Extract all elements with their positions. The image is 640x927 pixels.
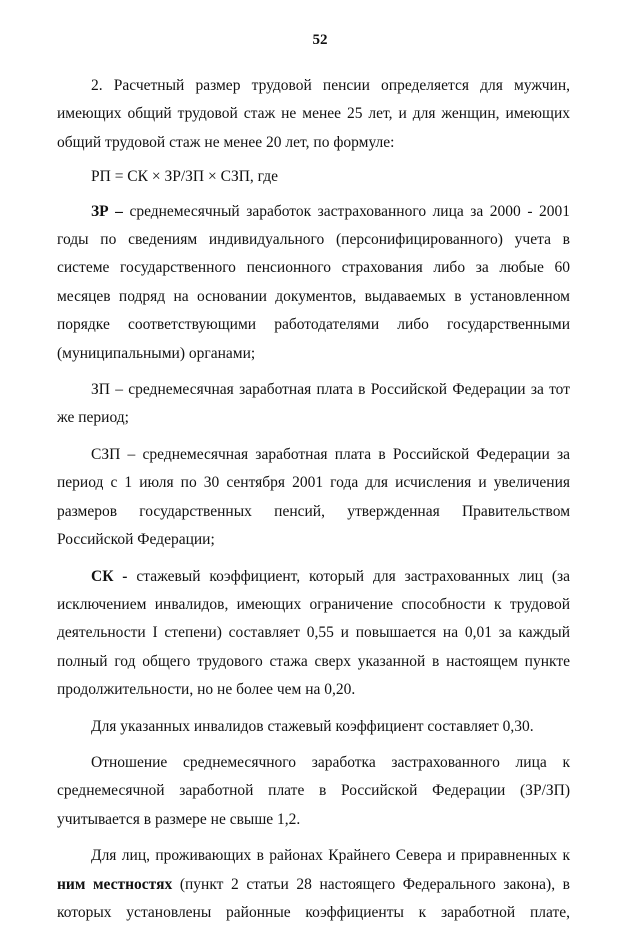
definition-text: СЗП – среднемесячная заработная плата в Российской Федерации за период с 1 июля по 30 сентября 2001 года для исчисления и увеличения размеров государственных пенсий, утвержденная Правительством Российской Федерации; <box>57 445 570 549</box>
paragraph-text: Отношение среднемесячного заработка застрахованного лица к среднемесячной заработной плате в Российской Федерации (ЗР/ЗП) учитывается в размере не свыше 1,2. <box>57 753 570 828</box>
definition-sk <box>57 563 570 705</box>
emphasis-text: ним местностях <box>57 875 173 893</box>
paragraph-text: Для лиц, проживающих в районах Крайнего Севера и приравненных к <box>91 847 570 865</box>
definition-zr <box>57 198 570 368</box>
formula-text: РП = СК × ЗР/ЗП × СЗП, где <box>91 168 279 186</box>
formula-line <box>57 163 570 191</box>
definition-szp <box>57 441 570 555</box>
paragraph-far-north <box>57 842 570 927</box>
paragraph-text: (пункт 2 статьи 28 настоящего Федерального закона), в которых установлены районные коэффициенты к заработной плате, <box>57 875 570 921</box>
definition-text: стажевый коэффициент, который для застрахованных лиц (за исключением инвалидов, имеющих ограничение способности к трудовой деятельности I степени) составляет 0,55 и повышается на 0,01 за каждый полный год общего трудового стажа сверх указанной в настоящем пункте продолжительности, но не более чем на 0,20. <box>57 567 570 699</box>
paragraph-text: 2. Расчетный размер трудовой пенсии определяется для мужчин, имеющих общий трудовой стаж не менее 25 лет, и для женщин, имеющих общий трудовой стаж не менее 20 лет, по формуле: <box>57 77 570 151</box>
term-zr: ЗР – <box>91 202 130 220</box>
document-body <box>57 72 570 927</box>
term-sk: СК - <box>91 567 137 585</box>
definition-zp <box>57 376 570 433</box>
paragraph-invalids-coefficient <box>57 713 570 741</box>
page-number: 52 <box>312 32 328 48</box>
definition-text: среднемесячный заработок застрахованного лица за 2000 - 2001 годы по сведениям индивидуального (персонифицированного) учета в системе государственного пенсионного страхования либо за любые 60 месяцев подряд на основании документов, выдаваемых в установленном порядке соответствующими работодателями либо государственными (муниципальными) органами; <box>57 202 570 362</box>
paragraph-text: Для указанных инвалидов стажевый коэффициент составляет 0,30. <box>91 717 534 735</box>
paragraph-earnings-ratio <box>57 749 570 834</box>
definition-text: ЗП – среднемесячная заработная плата в Российской Федерации за тот же период; <box>57 381 570 427</box>
paragraph-pension-calculation <box>57 72 570 157</box>
